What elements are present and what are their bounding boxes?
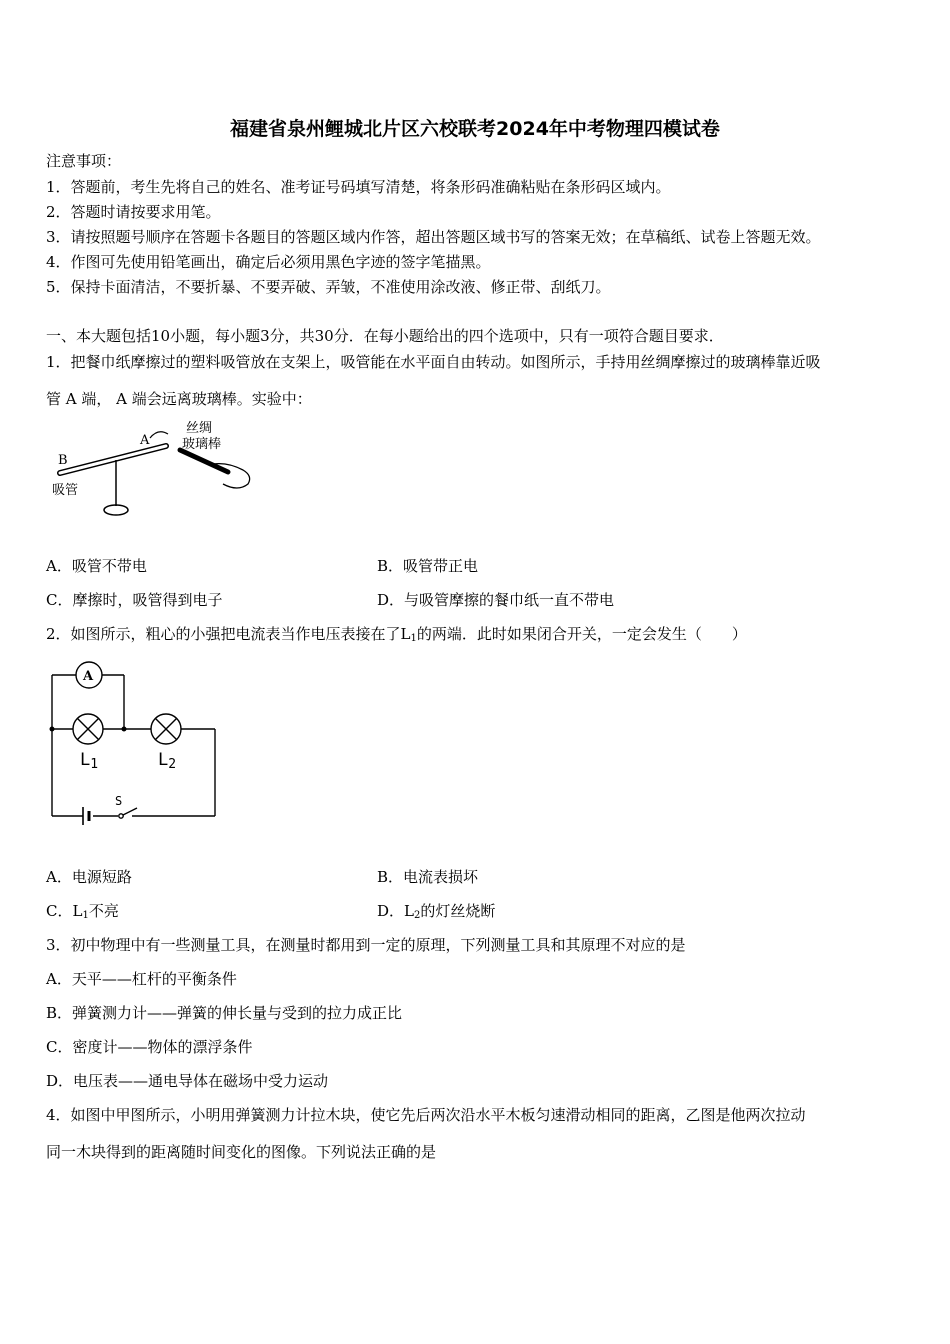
q2-stem [46, 624, 747, 649]
q2-circuit-figure [45, 655, 225, 830]
page-title: 福建省泉州鲤城北片区六校联考2024年中考物理四模试卷 [230, 118, 720, 140]
q1-figure-straw [48, 418, 263, 523]
q2-option-c-sub: 1 [82, 910, 89, 921]
q1-option-a: A．吸管不带电 [46, 557, 147, 575]
rod-label-top: 丝绸 [186, 421, 213, 436]
q3-option-b: B．弹簧测力计——弹簧的伸长量与受到的拉力成正比 [46, 1004, 403, 1022]
notice-heading: 注意事项： [46, 152, 122, 170]
straw-end-b-label: B [58, 453, 68, 468]
q2-option-a: A．电源短路 [46, 868, 132, 886]
q2-option-c [46, 901, 119, 926]
straw-label: 吸管 [52, 483, 79, 498]
q3-option-c: C．密度计——物体的漂浮条件 [46, 1038, 253, 1056]
lamp-l2-label [158, 750, 176, 772]
l2-sub: 2 [168, 757, 177, 772]
q4-stem-line2: 同一木块得到的距离随时间变化的图像。下列说法正确的是 [46, 1143, 437, 1161]
q2-option-d-post: 的灯丝烧断 [420, 902, 496, 920]
ammeter-label: A [83, 669, 94, 684]
notice-item-2: 2．答题时请按要求用笔。 [46, 203, 221, 221]
q2-stem-post: 的两端．此时如果闭合开关，一定会发生（ ） [416, 625, 747, 643]
q2-option-b: B．电流表损坏 [377, 868, 479, 886]
q1-stem-line2: 管 A 端， A 端会远离玻璃棒。实验中： [46, 390, 312, 408]
q3-option-a: A．天平——杠杆的平衡条件 [46, 970, 237, 988]
q1-stem-line1: 1．把餐巾纸摩擦过的塑料吸管放在支架上，吸管能在水平面自由转动。如图所示，手持用丝绸摩擦过的玻璃棒靠近吸 [46, 353, 821, 371]
q3-option-d: D．电压表——通电导体在磁场中受力运动 [46, 1072, 329, 1090]
q2-option-d [377, 901, 495, 926]
lamp-l1-label [80, 750, 98, 772]
q2-option-d-sub: 2 [414, 910, 421, 921]
l2-letter: L [158, 750, 169, 770]
q2-stem-pre: 2．如图所示，粗心的小强把电流表当作电压表接在了L [46, 625, 411, 643]
q1-option-b: B．吸管带正电 [377, 557, 479, 575]
q4-stem-line1: 4．如图中甲图所示，小明用弹簧测力计拉木块，使它先后两次沿水平木板匀速滑动相同的距离，乙图是他两次拉动 [46, 1106, 806, 1124]
notice-item-5: 5．保持卡面清洁，不要折暴、不要弄破、弄皱，不准使用涂改液、修正带、刮纸刀。 [46, 278, 611, 296]
q3-stem: 3．初中物理中有一些测量工具，在测量时都用到一定的原理，下列测量工具和其原理不对应的是 [46, 936, 686, 954]
rod-label: 玻璃棒 [182, 437, 222, 452]
notice-item-4: 4．作图可先使用铅笔画出，确定后必须用黑色字迹的签字笔描黑。 [46, 253, 491, 271]
q2-stem-sub: 1 [410, 633, 417, 644]
switch-label: S [115, 794, 123, 808]
notice-item-3: 3．请按照题号顺序在答题卡各题目的答题区域内作答，超出答题区域书写的答案无效；在草稿纸、试卷上答题无效。 [46, 228, 821, 246]
straw-end-a-label: A [140, 433, 150, 448]
q1-option-c: C．摩擦时，吸管得到电子 [46, 591, 223, 609]
q2-option-d-pre: D．L [377, 902, 414, 920]
section-heading: 一、本大题包括10小题，每小题3分，共30分．在每小题给出的四个选项中，只有一项符合题目要求． [46, 327, 724, 345]
q1-option-d: D．与吸管摩擦的餐巾纸一直不带电 [377, 591, 615, 609]
notice-item-1: 1．答题前，考生先将自己的姓名、准考证号码填写清楚，将条形码准确粘贴在条形码区域内。 [46, 178, 671, 196]
q2-option-c-post: 不亮 [88, 902, 119, 920]
l1-letter: L [80, 750, 91, 770]
q2-option-c-pre: C．L [46, 902, 83, 920]
l1-sub: 1 [90, 757, 99, 772]
